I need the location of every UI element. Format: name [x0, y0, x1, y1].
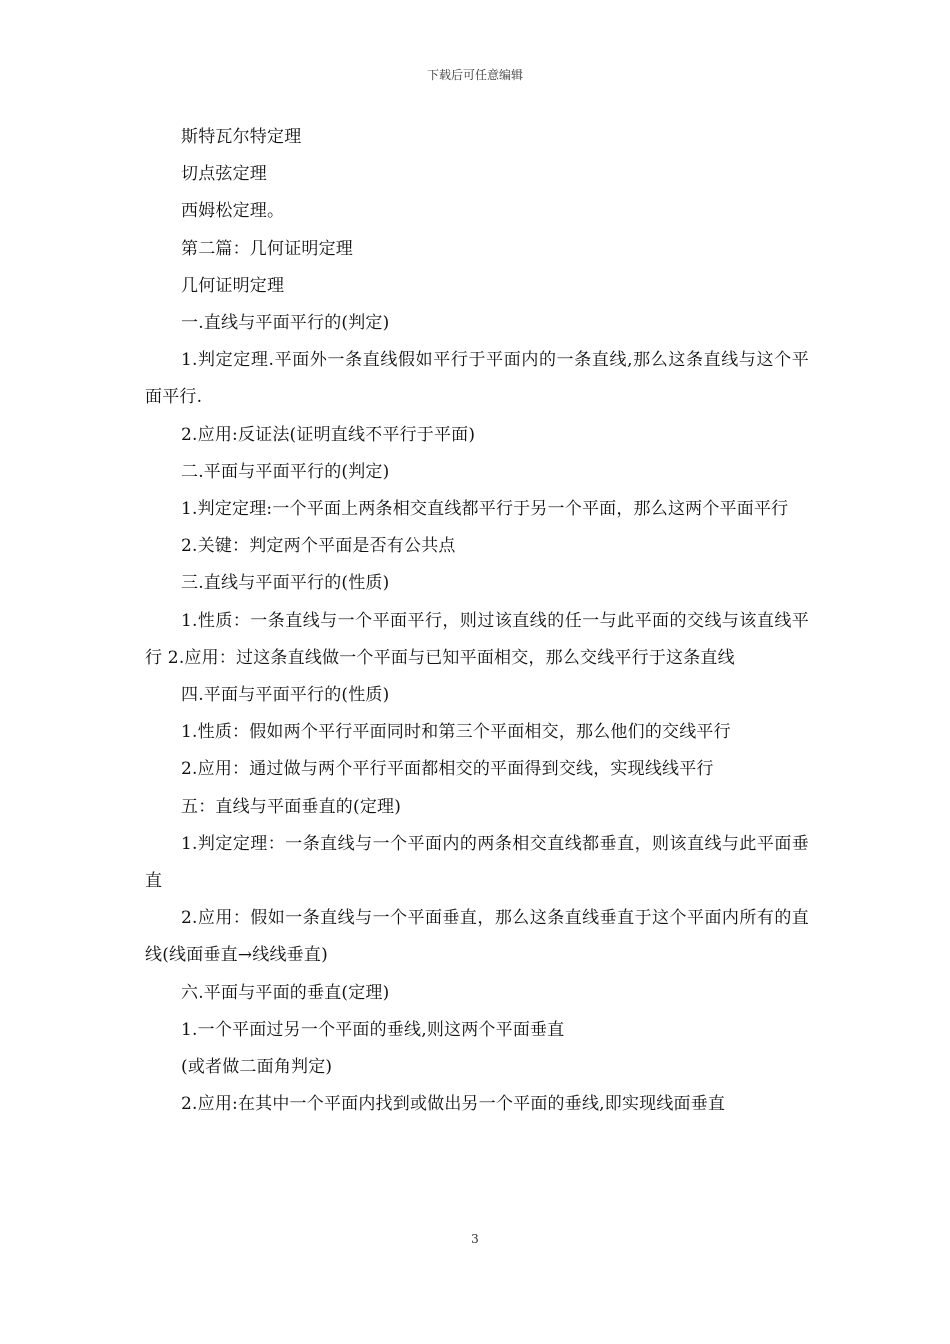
paragraph: 斯特瓦尔特定理 [181, 127, 302, 147]
section-heading: 二.平面与平面平行的(判定) [181, 461, 390, 482]
section-heading: 六.平面与平面的垂直(定理) [181, 982, 390, 1003]
document-body [145, 119, 809, 1123]
paragraph: 1.性质：一条直线与一个平面平行，则过该直线的任一与此平面的交线与该直线平行 2.应用：过这条直线做一个平面与已知平面相交，那么交线平行于这条直线 [145, 610, 809, 668]
paragraph: (或者做二面角判定) [181, 1057, 333, 1078]
paragraph: 1.一个平面过另一个平面的垂线,则这两个平面垂直 [181, 1019, 565, 1040]
page-number: 3 [471, 1232, 479, 1246]
section-heading: 第二篇：几何证明定理 [181, 238, 353, 259]
section-heading: 一.直线与平面平行的(判定) [181, 313, 390, 334]
paragraph: 1.性质：假如两个平行平面同时和第三个平面相交，那么他们的交线平行 [181, 722, 731, 743]
paragraph: 2.应用：假如一条直线与一个平面垂直，那么这条直线垂直于这个平面内所有的直线(线面垂直→线线垂直) [145, 908, 809, 966]
section-heading: 五：直线与平面垂直的(定理) [181, 796, 402, 817]
paragraph: 1.判定定理.平面外一条直线假如平行于平面内的一条直线,那么这条直线与这个平面平行. [145, 350, 809, 408]
paragraph: 2.关键：判定两个平面是否有公共点 [181, 536, 456, 557]
paragraph: 1.判定定理：一条直线与一个平面内的两条相交直线都垂直，则该直线与此平面垂直 [145, 833, 809, 892]
paragraph: 几何证明定理 [181, 275, 285, 296]
section-heading: 四.平面与平面平行的(性质) [181, 685, 390, 706]
paragraph: 2.应用:在其中一个平面内找到或做出另一个平面的垂线,即实现线面垂直 [181, 1094, 726, 1115]
section-heading: 三.直线与平面平行的(性质) [181, 573, 390, 594]
paragraph: 2.应用:反证法(证明直线不平行于平面) [181, 424, 476, 445]
paragraph: 西姆松定理。 [181, 201, 285, 222]
paragraph: 1.判定定理:一个平面上两条相交直线都平行于另一个平面，那么这两个平面平行 [181, 499, 789, 520]
page-header-note: 下载后可任意编辑 [426, 68, 523, 82]
paragraph: 切点弦定理 [181, 164, 267, 185]
paragraph: 2.应用：通过做与两个平行平面都相交的平面得到交线，实现线线平行 [181, 759, 714, 780]
